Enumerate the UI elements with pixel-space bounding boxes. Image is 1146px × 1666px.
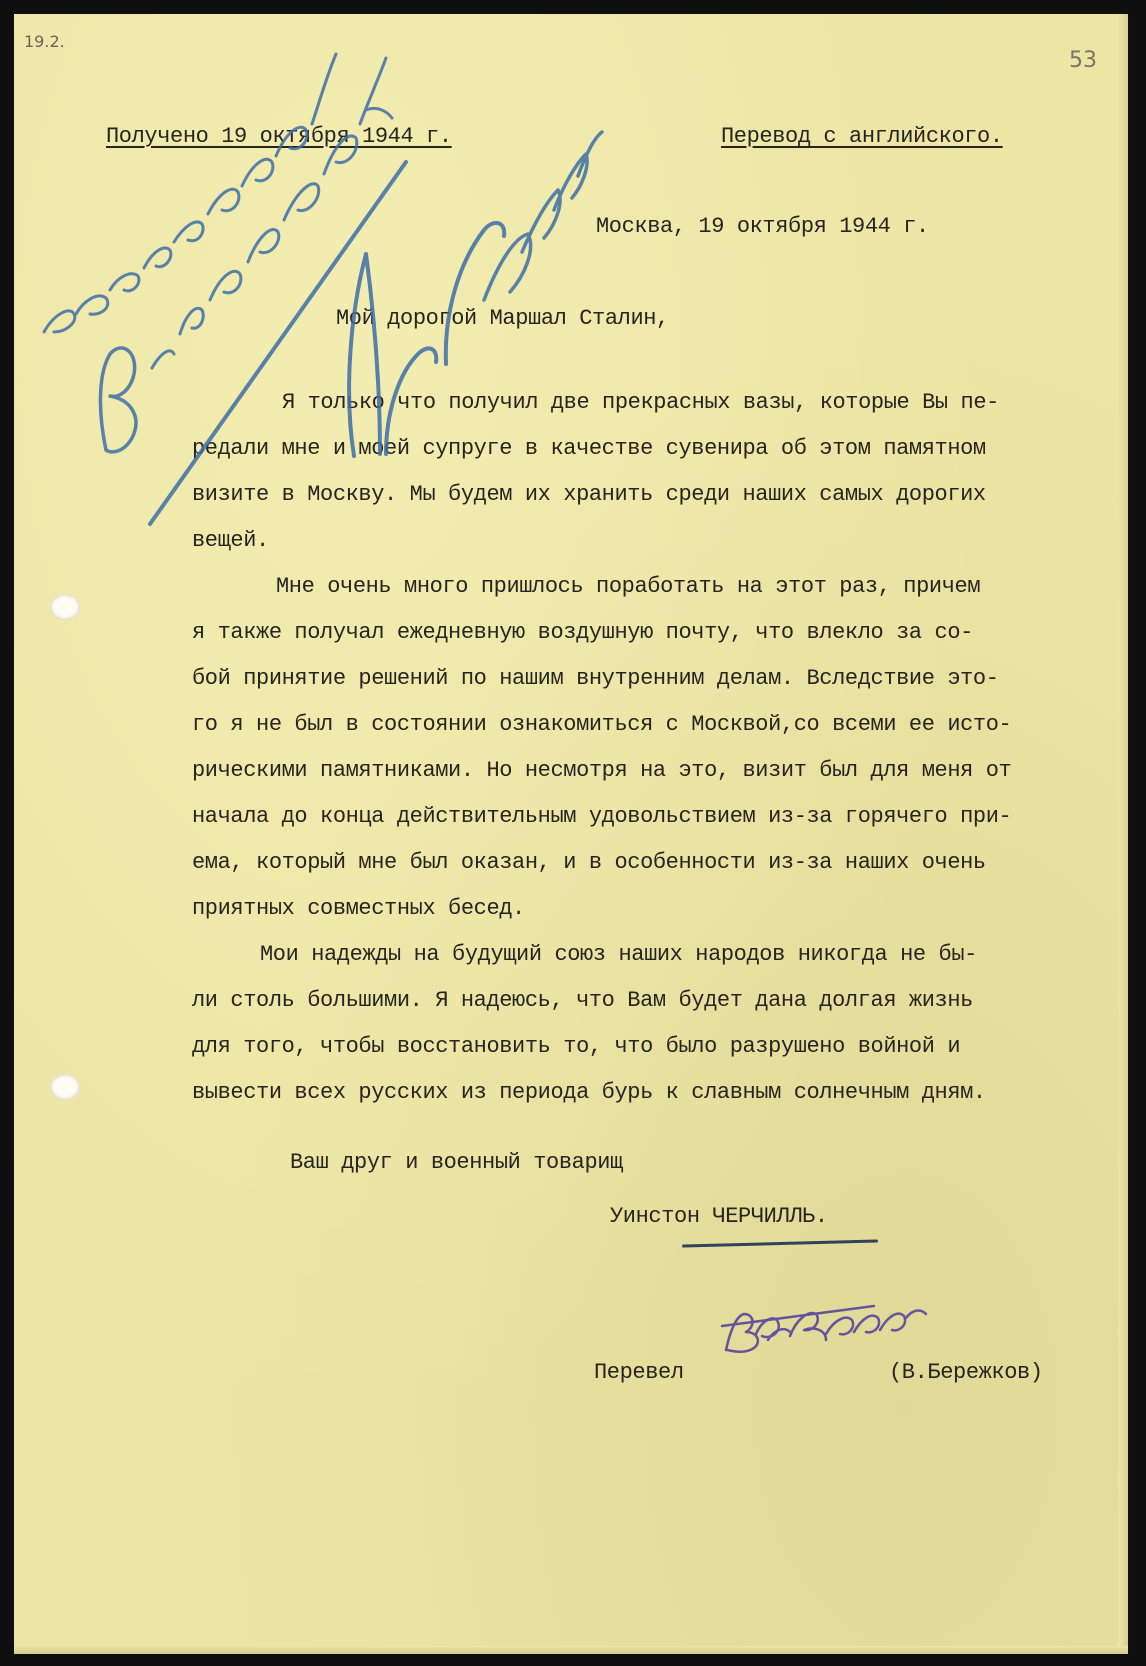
paragraph-line: для того, чтобы восстановить то, что было разрушено войной и xyxy=(192,1034,961,1059)
paragraph-line: я также получал ежедневную воздушную почту, что влекло за со- xyxy=(192,620,973,645)
paragraph-line: ема, который мне был оказан, и в особенности из-за наших очень xyxy=(192,850,986,875)
place-date: Москва, 19 октября 1944 г. xyxy=(596,214,929,239)
translation-note-text: Перевод с английского. xyxy=(721,124,1003,149)
paragraph-line: визите в Москву. Мы будем их хранить среди наших самых дорогих xyxy=(192,482,986,507)
salutation: Мой дорогой Маршал Сталин, xyxy=(336,306,669,331)
paragraph-line: приятных совместных бесед. xyxy=(192,896,525,921)
translator-name: (В.Бережков) xyxy=(889,1360,1043,1385)
paragraph-line: Мне очень много пришлось поработать на этот раз, причем xyxy=(276,574,981,599)
paragraph-line: вывести всех русских из периода бурь к славным солнечным дням. xyxy=(192,1080,986,1105)
paragraph-line: вещей. xyxy=(192,528,269,553)
signature-name: Уинстон ЧЕРЧИЛЛЬ. xyxy=(610,1204,828,1229)
page-number: 53 xyxy=(1069,48,1097,73)
archive-note: 19.2. xyxy=(24,32,65,51)
paragraph-line: ли столь большими. Я надеюсь, что Вам будет дана долгая жизнь xyxy=(192,988,973,1013)
paragraph-line: бой принятие решений по нашим внутренним делам. Вследствие это- xyxy=(192,666,999,691)
paragraph-line: го я не был в состоянии ознакомиться с Москвой,со всеми ее исто- xyxy=(192,712,1012,737)
received-date: Получено 19 октября 1944 г. xyxy=(106,124,452,149)
paragraph-line: рическими памятниками. Но несмотря на это, визит был для меня от xyxy=(192,758,1012,783)
paragraph-line: начала до конца действительным удовольствием из-за горячего при- xyxy=(192,804,1012,829)
paragraph-line: редали мне и моей супруге в качестве сувенира об этом памятном xyxy=(192,436,986,461)
translator-signature xyxy=(14,14,1128,1654)
paragraph-line: Я только что получил две прекрасных вазы, которые Вы пе- xyxy=(282,390,999,415)
closing: Ваш друг и военный товарищ xyxy=(290,1150,623,1175)
document-page xyxy=(14,14,1128,1654)
translator-label: Перевел xyxy=(594,1360,684,1385)
paragraph-line: Мои надежды на будущий союз наших народов никогда не бы- xyxy=(260,942,977,967)
